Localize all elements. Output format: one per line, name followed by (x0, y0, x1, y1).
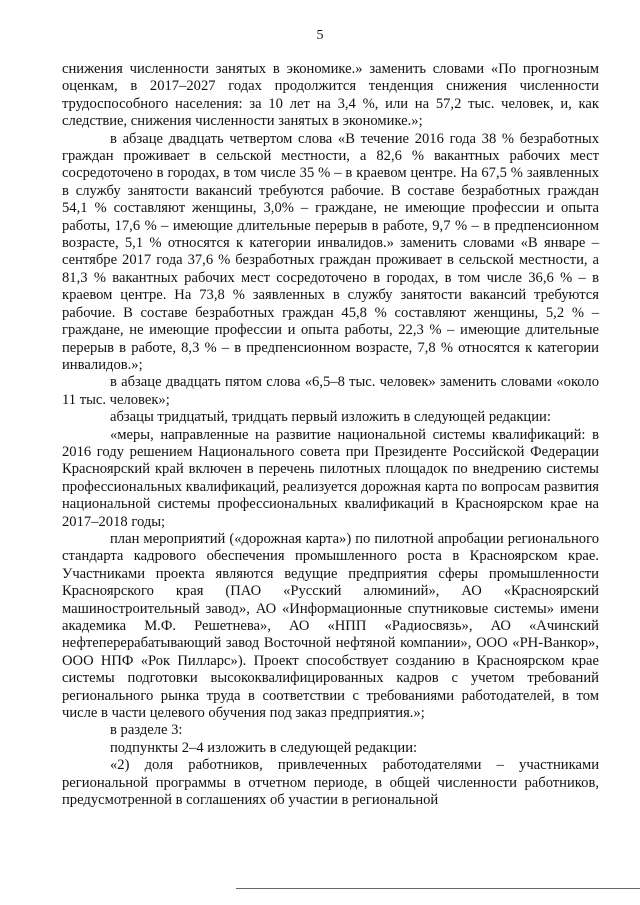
paragraph-5: «меры, направленные на развитие национальной системы квалификаций: в 2016 году решением Национального совета при Президенте Российской Федерации Красноярский край включен в перечень пилотных площадок по внедрению системы профессиональных квалификаций, реализуется дорожная карта по вопросам развития национальной системы профессиональных квалификаций в Красноярском крае на 2017–2018 годы; (62, 426, 599, 530)
paragraph-1: снижения численности занятых в экономике.» заменить словами «По прогнозным оценкам, в 2017–2027 годах продолжится тенденция снижения численности трудоспособного населения: за 10 лет на 3,4 %, или на 57,2 тыс. человек, и, как следствие, снижения численности занятых в экономике.»; (62, 61, 599, 130)
scan-edge-line (236, 888, 640, 889)
paragraph-3: в абзаце двадцать пятом слова «6,5–8 тыс. человек» заменить словами «около 11 тыс. человек»; (62, 374, 599, 408)
document-body (62, 61, 599, 809)
paragraph-4: абзацы тридцатый, тридцать первый изложить в следующей редакции: (110, 409, 551, 426)
paragraph-8: подпункты 2–4 изложить в следующей редакции: (110, 739, 418, 756)
paragraph-7: в разделе 3: (110, 722, 183, 739)
page-number: 5 (316, 28, 324, 43)
paragraph-6: план мероприятий («дорожная карта») по пилотной апробации регионального стандарта кадрового обеспечения промышленного роста в Красноярском крае. Участниками проекта являются ведущие предприятия сферы промышленности Красноярского края (ПАО «Русский алюминий», АО «Красноярский машиностроительный завод», АО «Информационные спутниковые системы» имени академика М.Ф. Решетнева», АО «НПП «Радиосвязь», АО «Ачинский нефтеперерабатывающий завод Восточной нефтяной компании», ООО «РН-Ванкор», ООО НПФ «Рок Пилларс»). Проект способствует созданию в Красноярском крае системы подготовки высококвалифицированных кадров с учетом требований регионального рынка труда в соответствии с требованиями работодателей, в том числе в части целевого обучения под заказ предприятия.»; (62, 530, 599, 722)
paragraph-2: в абзаце двадцать четвертом слова «В течение 2016 года 38 % безработных граждан проживает в сельской местности, а 82,6 % вакантных рабочих мест сосредоточено в городах, в том числе 35 % – в краевом центре. На 67,5 % заявленных в службу занятости вакансий требуются рабочие. В составе безработных граждан 54,1 % составляют женщины, 3,0% – граждане, не имеющие профессии и опыта работы, 17,6 % – имеющие длительные перерыв в работе, 9,7 % – в предпенсионном возрасте, 5,1 % относятся к категории инвалидов.» заменить словами «В январе – сентябре 2017 года 37,6 % безработных граждан проживает в сельской местности, а 81,3 % вакантных рабочих мест сосредоточено в городах, в том числе 36,6 % – в краевом центре. На 73,8 % заявленных в службу занятости вакансий требуются рабочие. В составе безработных граждан 45,8 % составляют женщины, 5,2 % – граждане, не имеющие профессии и опыта работы, 22,3 % – имеющие длительные перерыв в работе, 8,3 % – в предпенсионном возрасте, 7,8 % относятся к категории инвалидов.»; (62, 130, 599, 373)
paragraph-9: «2) доля работников, привлеченных работодателями – участниками региональной программы в отчетном периоде, в общей численности работников, предусмотренной в соглашениях об участии в региональной (62, 757, 599, 809)
